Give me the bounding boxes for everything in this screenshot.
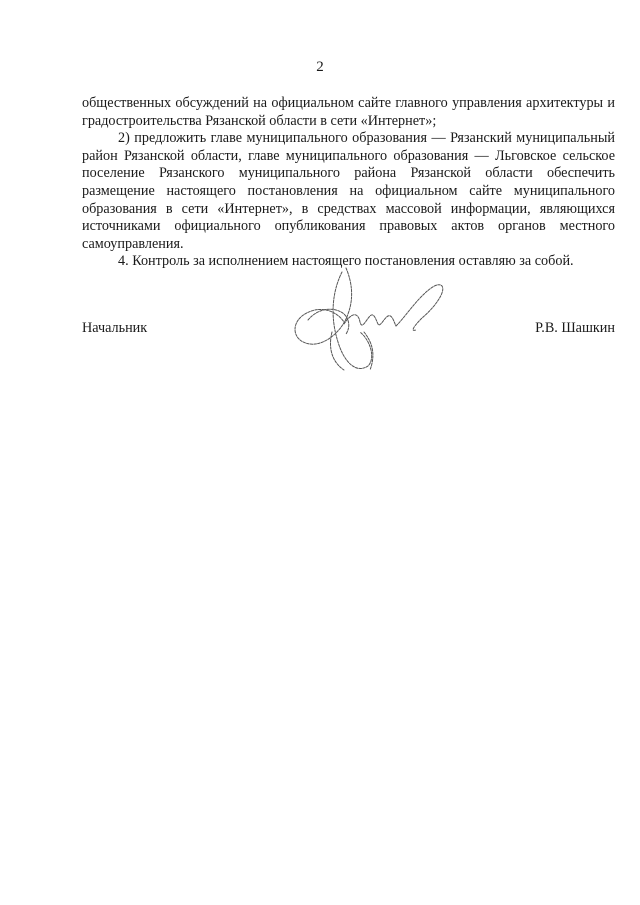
document-body — [82, 95, 615, 271]
signer-title: Начальник — [82, 320, 148, 336]
handwritten-signature — [272, 262, 452, 380]
paragraph-item-4: 4. Контроль за исполнением настоящего постановления оставляю за собой. — [118, 253, 574, 270]
paragraph-item-2: 2) предложить главе муниципального образования — Рязанский муниципальный район Рязанской области, главе муниципального образования — Льговское сельское поселение Рязанского муниципального района Рязанской области обеспечить размещение настоящего постановления на официальном сайте муниципального образования в сети «Интернет», в средствах массовой информации, являющихся источниками официального опубликования правовых актов органов местного самоуправления. — [82, 130, 615, 252]
signer-name: Р.В. Шашкин — [535, 320, 615, 336]
paragraph-continuation: общественных обсуждений на официальном сайте главного управления архитектуры и градостроительства Рязанской области в сети «Интернет»; — [82, 95, 615, 129]
page-number: 2 — [316, 59, 324, 75]
